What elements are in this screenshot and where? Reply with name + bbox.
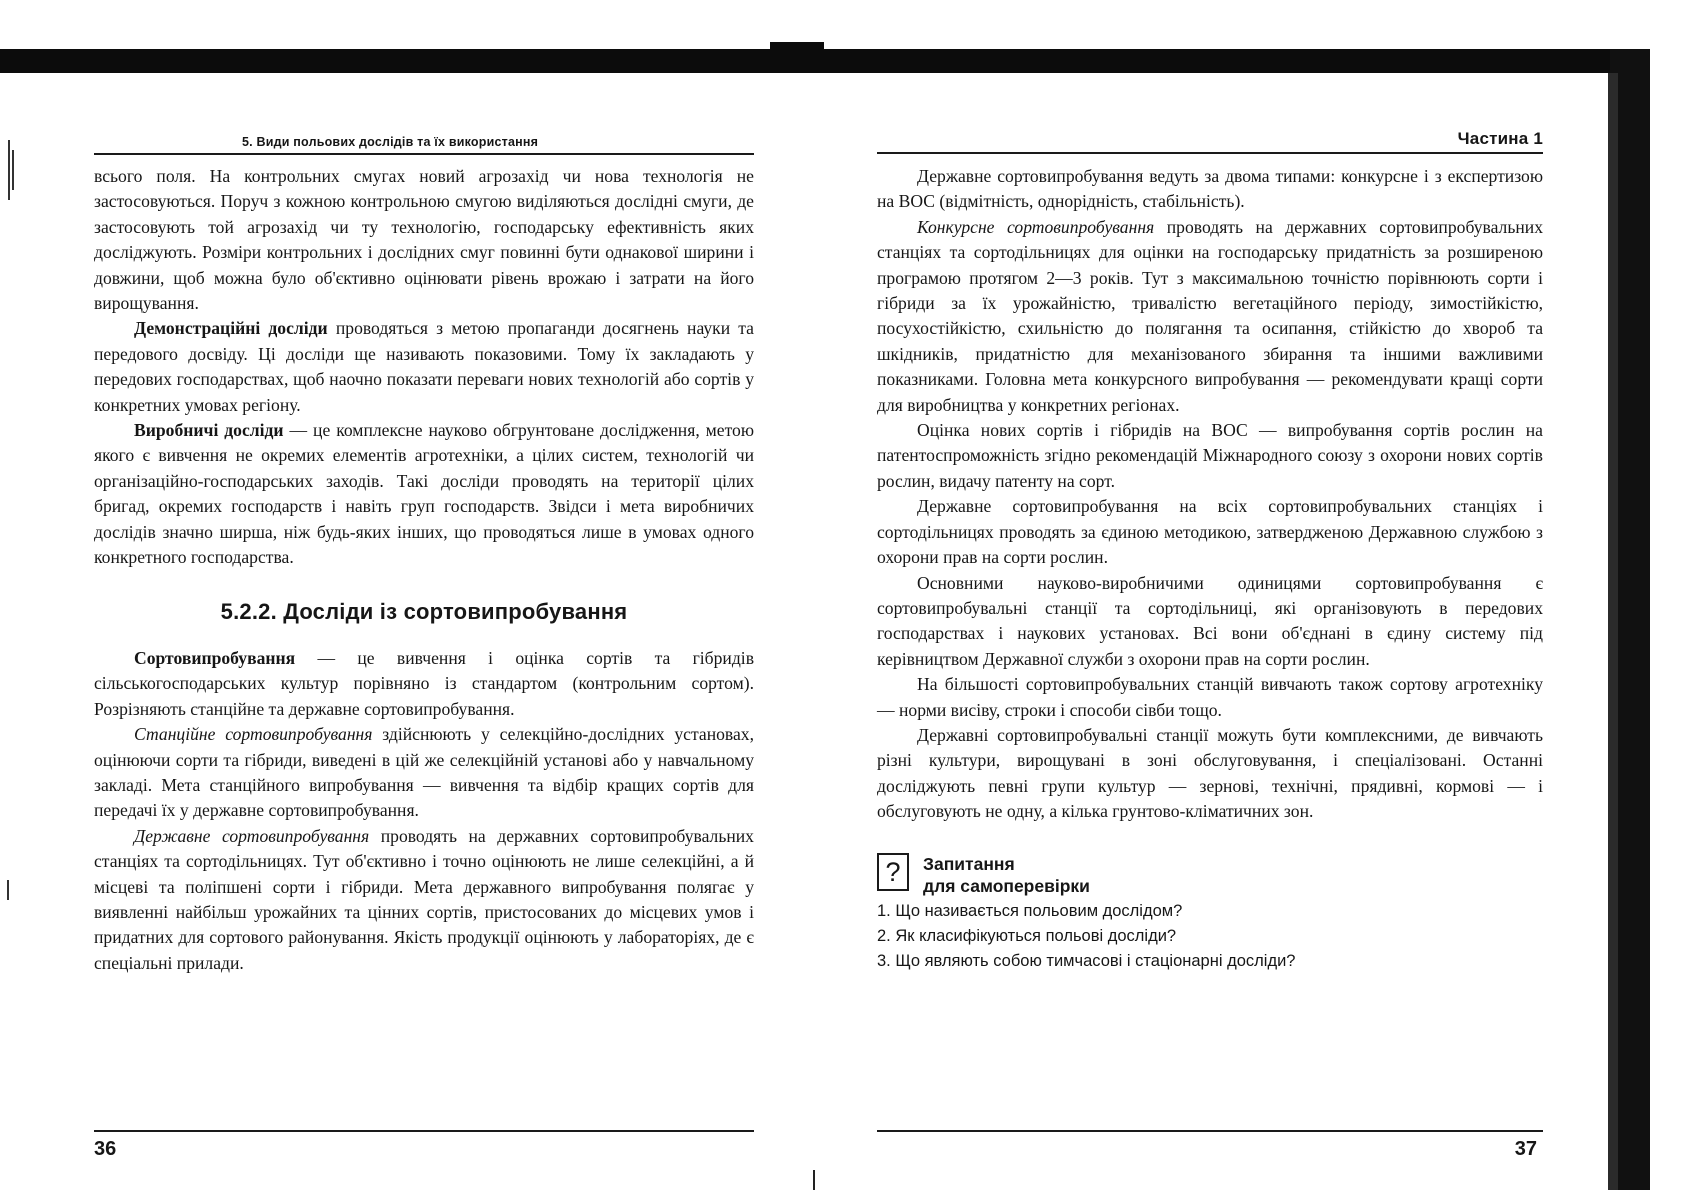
questions-title: Запитання для самоперевірки [923, 853, 1090, 896]
paragraph: Оцінка нових сортів і гібридів на ВОС — випробування сортів рослин на патентоспроможність згідно рекомендацій Міжнародного союзу з охорони нових сортів рослин, видачу патенту на сорт. [877, 420, 1543, 491]
paragraph: Державні сортовипробувальні станції можуть бути комплексними, де вивчають різні культури, вирощувані в зоні обслуговування, і спеціалізовані. Останні досліджують певні групи культур — зернові, технічні, прядивні, кормові — і обслуговують не одну, а кілька грунтово-кліматичних зон. [877, 724, 1543, 822]
questions-list [877, 899, 1543, 974]
paragraph: Державне сортовипробування на всіх сортовипробувальних станціях і сортодільницях проводять за єдиною методикою, затвердженою Державною службою з охорони прав на сорти рослин. [877, 496, 1543, 568]
paragraph: Сортовипробування — це вивчення і оцінка сортів та гібридів сільськогосподарських культур порівняно із стандартом (контрольним сортом). Розрізняють станційне та державне сортовипробування. [94, 647, 754, 719]
paragraph: Демонстраційні досліди проводяться з метою пропаганди досягнень науки та передового досвіду. Ці досліди ще називають показовими. Тому їх закладають у передових господарствах, щоб наочно показати переваги нових технологій або сортів у конкретних умовах регіону. [94, 318, 754, 415]
page-number: 37 [1514, 1138, 1537, 1160]
scan-left-mark [12, 150, 14, 190]
left-page-body [94, 164, 754, 976]
paragraph: Основними науково-виробничими одиницями сортовипробування є сортовипробувальні станції та сортодільниці, які організовують в передових господарствах і наукових установах. Всі вони об'єднані в єдину систему під керівництвом Державної служби з охорони прав на сорти рослин. [877, 572, 1543, 669]
scan-gutter-mark [813, 1170, 815, 1190]
term: Демонстраційні досліди [134, 318, 328, 339]
right-page-body [877, 164, 1543, 974]
self-check-questions [877, 853, 1543, 974]
page-number: 36 [94, 1138, 117, 1160]
bottom-rule [877, 1130, 1543, 1132]
term: Виробничі досліди [134, 420, 284, 441]
bottom-rule [94, 1130, 754, 1132]
term: Станційне сортовипробування [134, 724, 373, 745]
scan-edge-notch [770, 42, 824, 54]
term: Сортовипробування [134, 647, 296, 668]
paragraph: Станційне сортовипробування здійснюють у селекційно-дослідних установах, оцінюючи сорти та гібриди, виведені в цій же селекційній установі або у навчальному закладі. Мета станційного випробування — вивчення та відбір кращих сортів для передачі їх у державне сортовипробування. [94, 724, 754, 821]
scan-left-mark [7, 880, 9, 900]
section-heading: 5.2.2. Досліди із сортовипробування [220, 598, 628, 624]
running-head: Частина 1 [877, 129, 1543, 154]
question-item: 1. Що називається польовим дослідом? [877, 901, 1183, 920]
question-mark-icon: ? [877, 853, 909, 891]
question-item: 2. Як класифікуються польові досліди? [877, 926, 1177, 945]
paragraph: всього поля. На контрольних смугах новий агрозахід чи нова технологія не застосовуються. Поруч з кожною контрольною смугою виділяються дослідні смуги, де застосовують той агрозахід чи ту технологію, господарську ефективність яких досліджують. Розміри контрольних і дослідних смуг повинні бути однакової ширини і довжини, щоб можна було об'єктивно оцінювати рівень врожаю і затрати на його вирощування. [94, 166, 754, 314]
question-item: 3. Що являють собою тимчасові і стаціонарні досліди? [877, 951, 1296, 970]
paragraph: Державне сортовипробування ведуть за двома типами: конкурсне і з експертизою на ВОС (відмітність, однорідність, стабільність). [877, 166, 1543, 212]
term: Конкурсне сортовипробування [917, 216, 1155, 237]
running-head: 5. Види польових дослідів та їх використання [94, 135, 754, 155]
term: Державне сортовипробування [134, 825, 370, 846]
paragraph: Виробничі досліди — це комплексне науково обгрунтоване дослідження, метою якого є вивчення не окремих елементів агротехніки, а цілих систем, технологій чи організаційно-господарських заходів. Такі досліди проводять на території цілих бригад, окремих господарств і навіть груп господарств. Звідси і мета виробничих дослідів значно ширша, ніж будь-яких інших, що проводяться лише в умовах одного конкретного господарства. [94, 420, 754, 568]
paragraph: На більшості сортовипробувальних станцій вивчають також сортову агротехніку — норми висіву, строки і способи сівби тощо. [877, 674, 1543, 720]
scan-right-edge-shadow [1608, 73, 1618, 1190]
paragraph: Державне сортовипробування проводять на державних сортовипробувальних станціях та сортодільницях. Тут об'єктивно і точно оцінюють не лише селекційні, а й місцеві та поліпшені сорти і гібриди. Мета державного випробування полягає у виявленні найбільш урожайних та цінних сортів, пристосованих до місцевих умов і придатних для сортового районування. Якість продукції оцінюють у лабораторіях, де є спеціальні прилади. [94, 825, 754, 973]
questions-header [877, 853, 1543, 897]
paragraph: Конкурсне сортовипробування проводять на державних сортовипробувальних станціях та сортодільницях для оцінки на господарську придатність за розширеною програмою протягом 2—3 років. Тут з максимальною точністю порівнюють сорти і гібриди за їх урожайністю, тривалістю вегетаційного періоду, зимостійкістю, посухостійкістю, схильністю до полягання та осипання, стійкістю до хвороб та шкідників, придатністю для механізованого збирання та іншими важливими показниками. Головна мета конкурсного випробування — рекомендувати кращі сорти для виробництва у конкретних регіонах. [877, 216, 1543, 415]
scan-left-mark [8, 140, 10, 200]
